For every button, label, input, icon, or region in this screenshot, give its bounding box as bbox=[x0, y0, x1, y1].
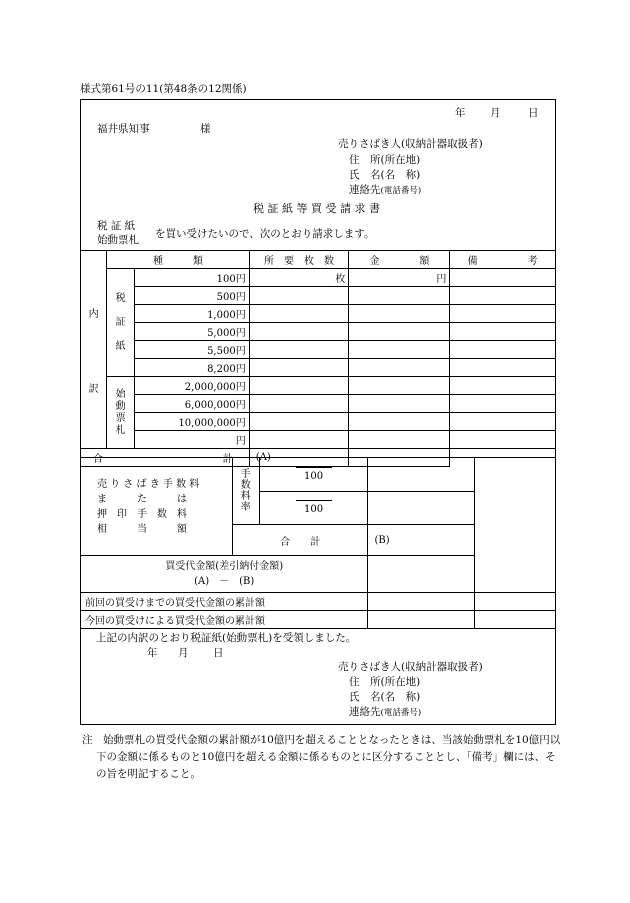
denomination: 2,000,000円 bbox=[135, 377, 250, 395]
receipt-applicant-address: 住 所(所在地) bbox=[349, 676, 421, 688]
table-row bbox=[81, 305, 556, 323]
form-id: 様式第61号の11(第48条の12関係) bbox=[80, 83, 247, 95]
rate-value2: 100 bbox=[296, 500, 332, 515]
receipt-applicant-name: 氏 名(名 称) bbox=[349, 691, 421, 703]
receipt-applicant-contact: 連絡先(電話番号) bbox=[349, 706, 422, 718]
rate-label: 手 数 料 率 bbox=[232, 458, 259, 525]
cumulative-prev: 前回の買受けまでの買受代金額の累計額 bbox=[81, 593, 368, 611]
header-count: 所 要 枚 数 bbox=[249, 251, 349, 269]
header-remarks: 備 考 bbox=[450, 251, 556, 269]
fee-table bbox=[80, 457, 556, 629]
rate-value1: 100 bbox=[296, 467, 332, 482]
denomination: 10,000,000円 bbox=[135, 413, 250, 431]
date-year: 年 bbox=[455, 107, 466, 119]
footnote: 注 始動票札の買受代金額の累計額が10億円を超えることとなったときは、当該始動票札を10億円以下の金額に係るものと10億円を超える金額に係るものとに区分することとし、「備考」欄には、その旨を明記すること。 bbox=[82, 734, 561, 780]
denomination: 8,200円 bbox=[135, 359, 250, 377]
header-amount: 金 額 bbox=[349, 251, 450, 269]
tax-stamp-label: 税 証 紙 bbox=[107, 269, 135, 377]
addressee: 福井県知事 bbox=[97, 123, 150, 135]
applicant-address: 住 所(所在地) bbox=[349, 154, 421, 166]
denomination: 1,000円 bbox=[135, 305, 250, 323]
table-row bbox=[81, 287, 556, 305]
ticket-label: 始 動 票 札 bbox=[107, 377, 135, 449]
denomination: 100円 bbox=[135, 269, 250, 287]
table-row bbox=[81, 359, 556, 377]
cumulative-this: 今回の買受けによる買受代金額の累計額 bbox=[81, 611, 368, 629]
table-row bbox=[81, 395, 556, 413]
table-row bbox=[81, 269, 556, 287]
header-type: 種 類 bbox=[107, 251, 250, 269]
form-title: 税 証 紙 等 買 受 請 求 書 bbox=[253, 202, 380, 215]
applicant-contact: 連絡先(電話番号) bbox=[349, 184, 422, 196]
request-text: を買い受けたいので、次のとおり請求します。 bbox=[155, 228, 375, 240]
receipt-applicant-title: 売りさばき人(収納計器取扱者) bbox=[338, 661, 483, 673]
table-row bbox=[81, 341, 556, 359]
denomination: 6,000,000円 bbox=[135, 395, 250, 413]
denomination: 5,500円 bbox=[135, 341, 250, 359]
honorific: 様 bbox=[200, 123, 211, 135]
denomination: 5,000円 bbox=[135, 323, 250, 341]
table-row bbox=[81, 377, 556, 395]
count-unit: 枚 bbox=[249, 269, 349, 287]
purchase-label: 買受代金額(差引納付金額) (A) － (B) bbox=[81, 556, 368, 593]
denomination: 円 bbox=[135, 431, 250, 449]
breakdown-table bbox=[80, 250, 556, 467]
date-day: 日 bbox=[528, 107, 539, 119]
applicant-name: 氏 名(名 称) bbox=[349, 169, 421, 181]
applicant-title: 売りさばき人(収納計器取扱者) bbox=[338, 138, 483, 150]
request-item1: 税 証 紙 bbox=[97, 220, 136, 232]
receipt-month: 月 bbox=[178, 647, 189, 659]
amount-unit: 円 bbox=[349, 269, 450, 287]
table-row bbox=[81, 431, 556, 449]
receipt-day: 日 bbox=[213, 647, 224, 659]
total-label2: 計 bbox=[222, 454, 233, 465]
table-row bbox=[81, 413, 556, 431]
fee-total-label: 合 計 bbox=[232, 525, 368, 556]
receipt-year: 年 bbox=[147, 647, 158, 659]
denomination: 500円 bbox=[135, 287, 250, 305]
table-row bbox=[81, 323, 556, 341]
date-month: 月 bbox=[490, 107, 501, 119]
total-a-mark: (A) bbox=[249, 449, 349, 467]
request-item2: 始動票札 bbox=[97, 234, 139, 246]
fee-label: 売 り さ ば き 手 数 料 ま た は 押 印 手 数 料 相 当 額 bbox=[81, 458, 233, 556]
receipt-text: 上記の内訳のとおり税証紙(始動票札)を受領しました。 bbox=[96, 632, 357, 644]
breakdown-label: 内 訳 bbox=[81, 251, 107, 449]
total-label1: 合 bbox=[93, 454, 103, 465]
total-b-mark: (B) bbox=[368, 525, 475, 556]
